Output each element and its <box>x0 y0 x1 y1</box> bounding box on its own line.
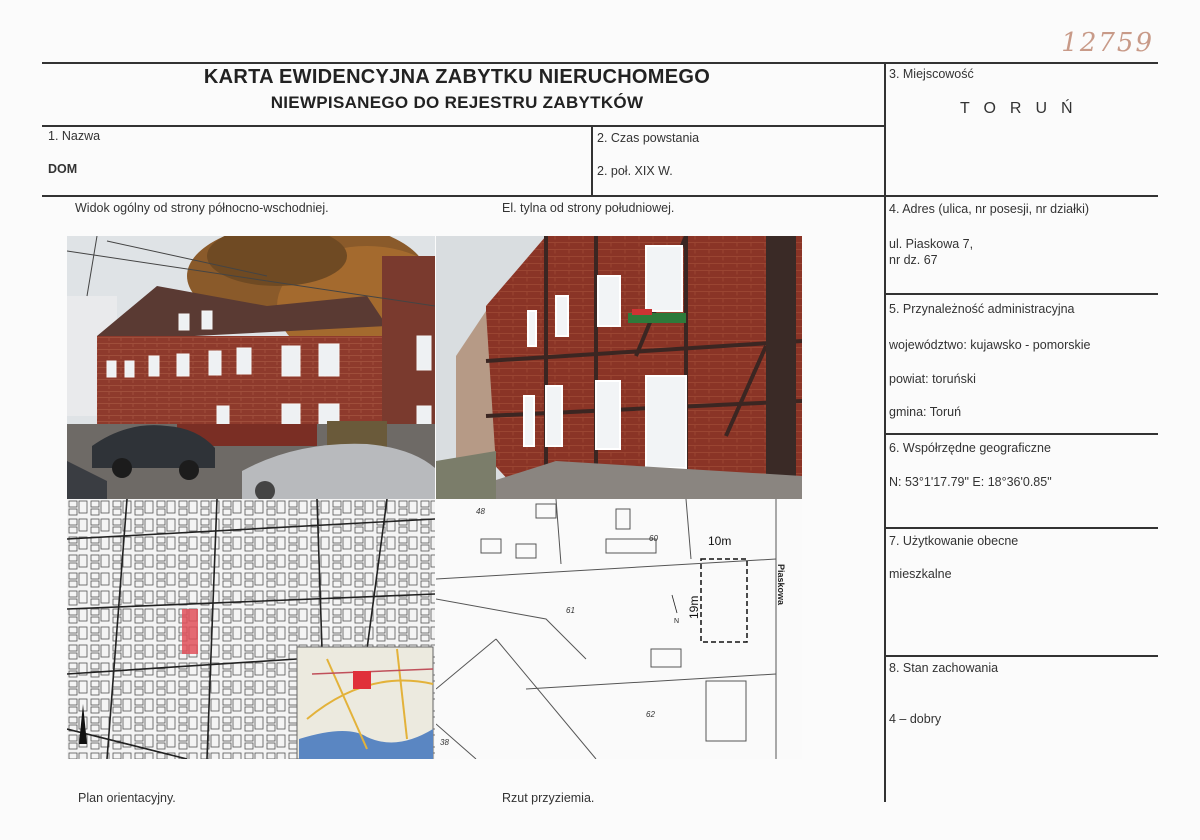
name-date-divider <box>591 125 593 195</box>
divider-7-8 <box>885 655 1158 657</box>
top-border <box>42 62 1158 64</box>
parcel-48: 48 <box>476 507 485 516</box>
header-divider <box>42 195 1158 197</box>
address-line2: nr dz. 67 <box>889 253 938 267</box>
date-value: 2. poł. XIX W. <box>597 164 673 178</box>
divider-6-7 <box>885 527 1158 529</box>
parcel-38: 38 <box>440 738 449 747</box>
name-value: DOM <box>48 162 78 176</box>
address-label: 4. Adres (ulica, nr posesji, nr działki) <box>889 202 1090 216</box>
address-line1: ul. Piaskowa 7, <box>889 237 974 251</box>
parcel-61: 61 <box>566 606 575 615</box>
card-subtitle: NIEWPISANEGO DO REJESTRU ZABYTKÓW <box>270 93 644 112</box>
condition-value: 4 – dobry <box>889 712 942 726</box>
place-label: 3. Miejscowość <box>889 67 974 81</box>
divider-5-6 <box>885 433 1158 435</box>
dimension-length: 19m <box>687 595 701 619</box>
photo-general-view-graphic <box>67 236 435 499</box>
photo-general-view <box>67 236 435 499</box>
dimension-width: 10m <box>708 534 732 548</box>
title-divider <box>42 125 885 127</box>
parcel-60: 60 <box>649 534 658 543</box>
commune-value: gmina: Toruń <box>889 405 962 419</box>
parcel-62: 62 <box>646 710 655 719</box>
name-label: 1. Nazwa <box>48 129 101 143</box>
coords-value: N: 53°1'17.79" E: 18°36'0.85" <box>889 475 1052 489</box>
inventory-number: 12759 <box>1061 28 1154 58</box>
admin-label: 5. Przynależność administracyjna <box>889 302 1075 316</box>
usage-label: 7. Użytkowanie obecne <box>889 534 1019 548</box>
map-right-caption: Rzut przyziemia. <box>502 791 595 805</box>
voivodeship-value: województwo: kujawsko - pomorskie <box>889 338 1091 352</box>
county-value: powiat: toruński <box>889 372 976 386</box>
coords-label: 6. Współrzędne geograficzne <box>889 441 1051 455</box>
condition-label: 8. Stan zachowania <box>889 661 999 675</box>
orientation-map-graphic <box>67 499 435 759</box>
usage-value: mieszkalne <box>889 567 952 581</box>
place-value: TORUŃ <box>960 100 1087 117</box>
photo-right-caption: El. tylna od strony południowej. <box>502 201 675 215</box>
photo-rear-elevation-graphic <box>436 236 802 499</box>
map-left-caption: Plan orientacyjny. <box>78 791 176 805</box>
inset-city-map <box>297 647 433 759</box>
photo-rear-elevation <box>436 236 802 499</box>
location-highlight <box>182 609 198 654</box>
card-title: KARTA EWIDENCYJNA ZABYTKU NIERUCHOMEGO <box>203 66 711 88</box>
photo-left-caption: Widok ogólny od strony północno-wschodniej. <box>75 201 329 215</box>
date-label: 2. Czas powstania <box>597 131 700 145</box>
ground-floor-plan-graphic <box>436 499 802 759</box>
orientation-map <box>67 499 435 759</box>
plan-north-label: N <box>674 618 680 625</box>
street-name: Piaskowa <box>776 564 786 606</box>
divider-4-5 <box>885 293 1158 295</box>
ground-floor-plan <box>436 499 802 759</box>
right-column-divider <box>884 62 886 802</box>
